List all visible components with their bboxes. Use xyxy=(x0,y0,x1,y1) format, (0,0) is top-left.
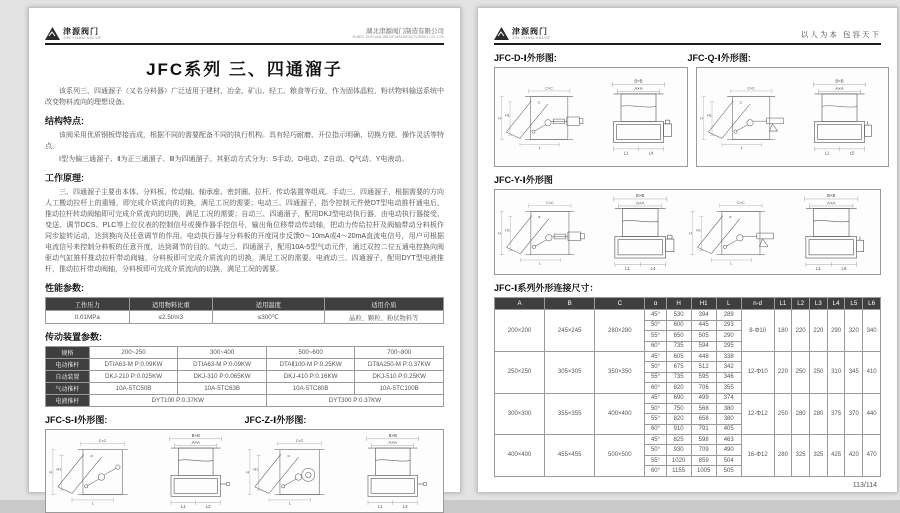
page-right-header xyxy=(494,20,881,40)
performance-header-row xyxy=(46,298,444,311)
dim-value: 425 xyxy=(827,435,845,477)
dim-value: 440 xyxy=(863,393,881,435)
brand-name-en: JIN YUAN VALVE xyxy=(63,34,102,40)
dim-value: 350×350 xyxy=(595,351,645,393)
brand-name-en: JIN YUAN VALVE xyxy=(512,34,551,40)
dim-value: 55° xyxy=(645,414,666,424)
trans-value: DYT300 P:0.37KW xyxy=(266,395,443,407)
svg-text:L6: L6 xyxy=(841,266,847,272)
svg-text:α: α xyxy=(537,100,540,105)
drawing-box-q xyxy=(696,67,890,167)
perf-col-header: 适用介质 xyxy=(324,298,443,311)
dim-value: 420 xyxy=(845,435,863,477)
dim-value: 370 xyxy=(845,393,863,435)
outline-drawing-front-view xyxy=(146,432,244,510)
dim-col-header: B xyxy=(545,298,595,310)
perf-col-header: 适用温度 xyxy=(213,298,324,311)
svg-text:L3: L3 xyxy=(402,504,408,510)
dim-value: 530 xyxy=(666,310,691,320)
dim-col-header: H1 xyxy=(691,298,716,310)
dim-value: 405 xyxy=(716,424,741,434)
dim-value: 380 xyxy=(716,414,741,424)
dim-value: 55° xyxy=(645,331,666,341)
page-right xyxy=(477,7,898,493)
dim-value: 220 xyxy=(792,310,810,352)
trans-value: DTⅡA250-M P:0.37KW xyxy=(355,359,444,371)
dim-value: 1005 xyxy=(691,466,716,476)
dim-value: 375 xyxy=(827,393,845,435)
trans-value: DTⅠA63-M P:0.09KW xyxy=(89,359,178,371)
trans-value: DKJ-410 P:0.16KW xyxy=(266,371,355,383)
svg-text:α: α xyxy=(728,215,731,220)
dim-value: 410 xyxy=(863,351,881,393)
dim-value: 690 xyxy=(666,393,691,403)
dim-value: 50° xyxy=(645,403,666,413)
transmission-table xyxy=(45,346,444,407)
dim-value: 342 xyxy=(716,362,741,372)
drawing-q-heading: JFC-Q-Ⅰ外形图: xyxy=(687,53,751,64)
svg-text:B×B: B×B xyxy=(835,79,844,85)
dim-value: 12-Φ10 xyxy=(741,351,774,393)
dim-value: 859 xyxy=(691,455,716,465)
dim-value: 910 xyxy=(666,424,691,434)
dim-value: 280×280 xyxy=(595,310,645,352)
page-number: 113/114 xyxy=(852,481,877,489)
dim-value: 374 xyxy=(716,393,741,403)
svg-text:H1: H1 xyxy=(706,113,712,118)
dim-value: 735 xyxy=(666,372,691,382)
dimension-table-wrap xyxy=(494,297,881,476)
dim-value: 250 xyxy=(792,351,810,393)
dim-value: 445 xyxy=(691,320,716,330)
dim-value: 505 xyxy=(716,466,741,476)
svg-text:C×C: C×C xyxy=(736,201,745,206)
dim-value: 280 xyxy=(792,393,810,435)
dim-value: 180 xyxy=(774,310,792,352)
trans-row-label: 电动推杆 xyxy=(46,359,90,371)
dim-value: 355×355 xyxy=(545,393,595,435)
dim-value: 280 xyxy=(810,393,828,435)
dim-value: 200×200 xyxy=(495,310,545,352)
dim-value: 791 xyxy=(691,424,716,434)
dim-value: 289 xyxy=(716,310,741,320)
performance-value-row xyxy=(46,311,444,324)
drawing-box-d xyxy=(494,67,688,167)
dim-value: 346 xyxy=(716,372,741,382)
svg-text:L1: L1 xyxy=(181,504,187,510)
section-transmission-heading: 传动装置参数: xyxy=(45,332,102,343)
dim-value: 8-Φ10 xyxy=(741,310,774,352)
svg-text:α: α xyxy=(739,100,742,105)
outline-drawing-side-view xyxy=(699,70,793,164)
dim-value: 280 xyxy=(774,435,792,477)
dim-value: 12-Φ12 xyxy=(741,393,774,435)
page-left-header xyxy=(45,20,444,40)
dim-value: 706 xyxy=(691,383,716,393)
dim-value: 250 xyxy=(810,351,828,393)
drawing-row-d-q xyxy=(494,67,881,167)
svg-text:L: L xyxy=(538,146,541,151)
dim-value: 60° xyxy=(645,424,666,434)
svg-text:H: H xyxy=(245,471,249,476)
dim-value: 60° xyxy=(645,466,666,476)
page-title: JFC系列 三、四通溜子 xyxy=(146,60,343,80)
dim-value: 50° xyxy=(645,320,666,330)
svg-text:L4: L4 xyxy=(650,266,656,272)
structure-types-paragraph: Ⅰ型为偏三通溜子、Ⅱ为正三通溜子、Ⅲ为四通溜子。其驱动方式分为：S手动、D电动、Z自动、Q气动、Y电液动。 xyxy=(59,156,409,164)
svg-text:L: L xyxy=(539,261,542,266)
dim-value: 220 xyxy=(810,310,828,352)
section-principle-heading: 工作原理: xyxy=(45,173,84,184)
dim-value: 512 xyxy=(691,362,716,372)
outline-drawing-front-view xyxy=(792,70,886,164)
company-name-block xyxy=(352,28,444,40)
trans-row-label: 电液推杆 xyxy=(46,395,90,407)
dim-col-header: n-d xyxy=(741,298,774,310)
trans-value: 200~250 xyxy=(89,347,178,359)
header-rule xyxy=(45,43,444,45)
trans-value: DTAⅡ100-M P:0.25KW xyxy=(266,359,355,371)
dim-value: 250 xyxy=(774,393,792,435)
svg-text:L1: L1 xyxy=(377,504,383,510)
svg-text:A×A: A×A xyxy=(191,440,201,446)
dim-value: 325 xyxy=(810,435,828,477)
dim-value: 55° xyxy=(645,372,666,382)
svg-text:H1: H1 xyxy=(505,113,510,118)
drawing-box-s-z xyxy=(45,429,444,513)
dim-value: 245×245 xyxy=(545,310,595,352)
trans-value: DKJ-310 P:0.065KW xyxy=(178,371,267,383)
dim-value: 325 xyxy=(792,435,810,477)
dim-value: 930 xyxy=(666,445,691,455)
dim-value: 595 xyxy=(691,372,716,382)
dim-col-header: L1 xyxy=(774,298,792,310)
svg-text:C×C: C×C xyxy=(546,201,554,206)
dim-value: 305×305 xyxy=(545,351,595,393)
dim-value: 675 xyxy=(666,362,691,372)
trans-value: DTⅠA63-M P:0.09KW xyxy=(178,359,267,371)
dim-value: 470 xyxy=(863,435,881,477)
dim-value: 340 xyxy=(863,310,881,352)
outline-drawing-side-view xyxy=(245,432,343,510)
dim-value: 293 xyxy=(716,320,741,330)
company-slogan: 以人为本 包容天下 xyxy=(800,30,881,39)
dim-value: 394 xyxy=(691,310,716,320)
dim-value: 45° xyxy=(645,351,666,361)
dim-value: 568 xyxy=(691,403,716,413)
dim-value: 50° xyxy=(645,445,666,455)
company-name-en: HUBEI JINYUAN VALVE MANUFACTURING CO.,LTD xyxy=(352,35,444,40)
dimension-table-heading: JFC-Ⅰ系列外形连接尺寸： xyxy=(494,283,599,294)
svg-text:L5: L5 xyxy=(849,150,855,156)
dim-value: 290 xyxy=(827,310,845,352)
perf-value: ≤300℃ xyxy=(213,311,324,324)
svg-text:C×C: C×C xyxy=(545,86,553,91)
svg-text:α: α xyxy=(90,454,93,459)
intro-paragraph: 该系列三、四通溜子（又名分料器）广泛适用于建材、冶金、矿山、轻工、粮食等行业，作为固体晶粒、粉状物料输送系统中改变物料流向的理想设备。 xyxy=(45,88,444,107)
dim-row xyxy=(495,435,881,445)
svg-text:H1: H1 xyxy=(505,228,510,233)
dim-value: 16-Φ12 xyxy=(741,435,774,477)
trans-value: DKJ-510 P:0.25KW xyxy=(355,371,444,383)
dim-value: 600 xyxy=(666,320,691,330)
company-name: 湖北津源阀门制造有限公司 xyxy=(366,27,444,35)
outline-drawing-side-view xyxy=(48,432,146,510)
svg-text:H: H xyxy=(688,232,692,237)
dimension-table xyxy=(494,297,881,476)
perf-col-header: 工作压力 xyxy=(46,298,130,311)
dim-value: 598 xyxy=(691,435,716,445)
dim-value: 220 xyxy=(774,351,792,393)
performance-table xyxy=(45,297,444,324)
dim-col-header: L6 xyxy=(863,298,881,310)
dim-value: 295 xyxy=(716,341,741,351)
brand-name: 津源阀门 xyxy=(63,26,99,36)
principle-paragraph: 三、四通溜子主要由本体、分料板、传动轴、轴承座、密封圈、拉杆、传动装置等组成。手动三、四通溜子，根据需要的方向人工搬动拉杆上的重锤，即完成介质流向的切换，满足工况的需要；电动三、四通溜子，指令控制元件使DT型电动推杆通电后，推动拉杆转动阀轴即可完成介质流向的切换，满足工况的需要；自动三、四通溜子，配用DKJ型电动执行器，由电动执行器接受、变送、调节DCS、PLC等上位仪表的控制信号或操作器手控信号，输出角位移带动传动轴，把动力传给拉杆及阀轴带动分料板作同步旋转运动，达到换向及任意调节的作用。电动执行器与分料板的开度同步反馈0～10mA或4～20mA直流电信号，用户可根据电流信号来控制分料板的任意开度，达到调节的目的。气动三、四通溜子，配用10A-5型气动元件，通过双控二位五通电控换向阀驱动气缸推杆推动拉杆带动阀轴，分料板即可完成介质流向的切换，满足工况的需要。电液动三、四通溜子，配用DYT型电液推杆，推动拉杆带动阀轴，分料板即可完成介质流向的切换，满足工况的需要。 xyxy=(45,189,444,274)
svg-text:A×A: A×A xyxy=(826,200,836,206)
dim-row xyxy=(495,310,881,320)
svg-text:H: H xyxy=(49,471,53,476)
brand-logo xyxy=(494,27,551,40)
drawing-s-heading: JFC-S-Ⅰ外形图: xyxy=(45,415,108,426)
dim-col-header: L4 xyxy=(827,298,845,310)
dim-value: 448 xyxy=(691,351,716,361)
dim-value: 658 xyxy=(691,414,716,424)
dim-value: 320 xyxy=(845,310,863,352)
svg-text:B×B: B×B xyxy=(634,79,643,85)
trans-value: 10A-5TC100B xyxy=(355,383,444,395)
brand-logo xyxy=(45,27,102,40)
svg-text:L1: L1 xyxy=(623,150,629,156)
trans-value: 300~400 xyxy=(178,347,267,359)
svg-text:L1: L1 xyxy=(815,266,821,272)
dim-value: 380 xyxy=(716,403,741,413)
section-performance-heading: 性能参数: xyxy=(45,283,84,294)
svg-text:L: L xyxy=(729,261,732,266)
drawing-d-heading: JFC-D-Ⅰ外形图: xyxy=(494,53,557,64)
dim-value: 463 xyxy=(716,435,741,445)
svg-text:A×A: A×A xyxy=(634,86,643,92)
dim-col-header: L3 xyxy=(810,298,828,310)
dim-value: 1020 xyxy=(666,455,691,465)
dim-value: 505 xyxy=(691,331,716,341)
dim-value: 355 xyxy=(716,383,741,393)
dim-value: 250×250 xyxy=(495,351,545,393)
svg-text:B×B: B×B xyxy=(636,193,645,199)
dim-value: 820 xyxy=(666,414,691,424)
dim-col-header: H xyxy=(666,298,691,310)
perf-value: 晶粒、颗粒、粉状物料等 xyxy=(324,311,443,324)
trans-value: 10A-5TC80B xyxy=(266,383,355,395)
svg-text:H1: H1 xyxy=(695,228,701,233)
dim-value: 60° xyxy=(645,383,666,393)
svg-text:L: L xyxy=(91,501,94,506)
dim-value: 1155 xyxy=(666,466,691,476)
outline-drawing-front-view xyxy=(591,70,685,164)
svg-text:A×A: A×A xyxy=(835,86,844,92)
trans-value: 500~600 xyxy=(266,347,355,359)
svg-text:L2: L2 xyxy=(205,504,211,510)
svg-text:H: H xyxy=(699,116,703,121)
dim-value: 45° xyxy=(645,310,666,320)
trans-value: 10A-5TC50B xyxy=(89,383,178,395)
svg-text:C×C: C×C xyxy=(746,86,755,91)
svg-text:H: H xyxy=(498,116,501,121)
dim-value: 825 xyxy=(666,435,691,445)
trans-row-label: 规格 xyxy=(46,347,90,359)
dim-value: 55° xyxy=(645,455,666,465)
svg-text:L4: L4 xyxy=(648,150,654,156)
perf-value: 0.01MPa xyxy=(46,311,130,324)
brand-name: 津源阀门 xyxy=(512,26,548,36)
trans-value: DYT100 P:0.37KW xyxy=(89,395,266,407)
dim-col-header: L2 xyxy=(792,298,810,310)
header-rule xyxy=(494,43,881,45)
dim-col-header: α xyxy=(645,298,666,310)
section-structure-heading: 结构特点: xyxy=(45,116,84,127)
dim-value: 605 xyxy=(666,351,691,361)
perf-value: ≤2.5t/m3 xyxy=(129,311,213,324)
mountain-logo-icon xyxy=(45,27,60,40)
dim-value: 594 xyxy=(691,341,716,351)
svg-text:L: L xyxy=(288,501,291,506)
outline-drawing-front-view xyxy=(592,192,687,272)
page-left xyxy=(28,7,461,510)
outline-drawing-front-view xyxy=(343,432,441,510)
perf-col-header: 适用物料比重 xyxy=(129,298,213,311)
svg-text:B×B: B×B xyxy=(388,433,397,439)
svg-text:B×B: B×B xyxy=(826,193,836,199)
dim-value: 45° xyxy=(645,435,666,445)
outline-drawing-side-view xyxy=(497,192,592,272)
dim-value: 650 xyxy=(666,331,691,341)
dim-col-header: C xyxy=(595,298,645,310)
trans-value: DKJ-210 P:0.025KW xyxy=(89,371,178,383)
dim-value: 750 xyxy=(666,403,691,413)
dim-value: 499 xyxy=(691,393,716,403)
dim-value: 504 xyxy=(716,455,741,465)
dim-col-header: L5 xyxy=(845,298,863,310)
dim-row xyxy=(495,351,881,361)
dim-value: 820 xyxy=(666,383,691,393)
dim-value: 290 xyxy=(716,331,741,341)
dim-value: 400×400 xyxy=(495,435,545,477)
dim-value: 490 xyxy=(716,445,741,455)
drawing-headings-row xyxy=(494,51,881,64)
trans-row-label: 自动装置 xyxy=(46,371,90,383)
svg-text:L1: L1 xyxy=(625,266,631,272)
svg-text:C×C: C×C xyxy=(295,439,303,444)
dim-col-header: A xyxy=(495,298,545,310)
drawing-y-heading: JFC-Y-Ⅰ外形图 xyxy=(494,175,553,186)
svg-text:H1: H1 xyxy=(252,467,258,472)
svg-text:L: L xyxy=(740,146,743,151)
structure-paragraph: 该阀采用优质钢板焊接而成，根据不同的需要配备不同的执行机构。具有轻巧耐磨、开位指示明确、切换方便、操作灵活等特点。 xyxy=(45,132,444,151)
svg-text:A×A: A×A xyxy=(636,200,645,206)
trans-row-label: 气动推杆 xyxy=(46,383,90,395)
dim-row xyxy=(495,393,881,403)
dim-value: 500×500 xyxy=(595,435,645,477)
dim-value: 709 xyxy=(691,445,716,455)
svg-text:α: α xyxy=(538,215,541,220)
dim-value: 735 xyxy=(666,341,691,351)
outline-drawing-side-view xyxy=(497,70,591,164)
drawing-z-heading: JFC-Z-Ⅰ外形图: xyxy=(244,415,307,426)
svg-text:B×B: B×B xyxy=(191,433,201,439)
dim-col-header: L xyxy=(716,298,741,310)
dim-value: 455×455 xyxy=(545,435,595,477)
svg-text:H1: H1 xyxy=(56,467,62,472)
dim-value: 60° xyxy=(645,341,666,351)
svg-text:A×A: A×A xyxy=(388,440,397,446)
dim-value: 310 xyxy=(827,351,845,393)
dim-value: 400×400 xyxy=(595,393,645,435)
svg-text:α: α xyxy=(287,454,290,459)
transmission-table-grid xyxy=(45,346,444,407)
trans-value: 700~800 xyxy=(355,347,444,359)
outline-drawing-front-view xyxy=(783,192,878,272)
trans-value: 10A-5TC63B xyxy=(178,383,267,395)
dim-value: 345 xyxy=(845,351,863,393)
dim-value: 50° xyxy=(645,362,666,372)
drawing-box-y xyxy=(494,189,881,275)
svg-text:L1: L1 xyxy=(824,150,830,156)
outline-drawing-side-view xyxy=(688,192,783,272)
drawing-headings-row xyxy=(45,413,444,426)
dim-value: 338 xyxy=(716,351,741,361)
dim-value: 45° xyxy=(645,393,666,403)
dim-value: 300×300 xyxy=(495,393,545,435)
svg-text:H: H xyxy=(498,232,501,237)
svg-text:C×C: C×C xyxy=(98,439,107,444)
mountain-logo-icon xyxy=(494,27,509,40)
